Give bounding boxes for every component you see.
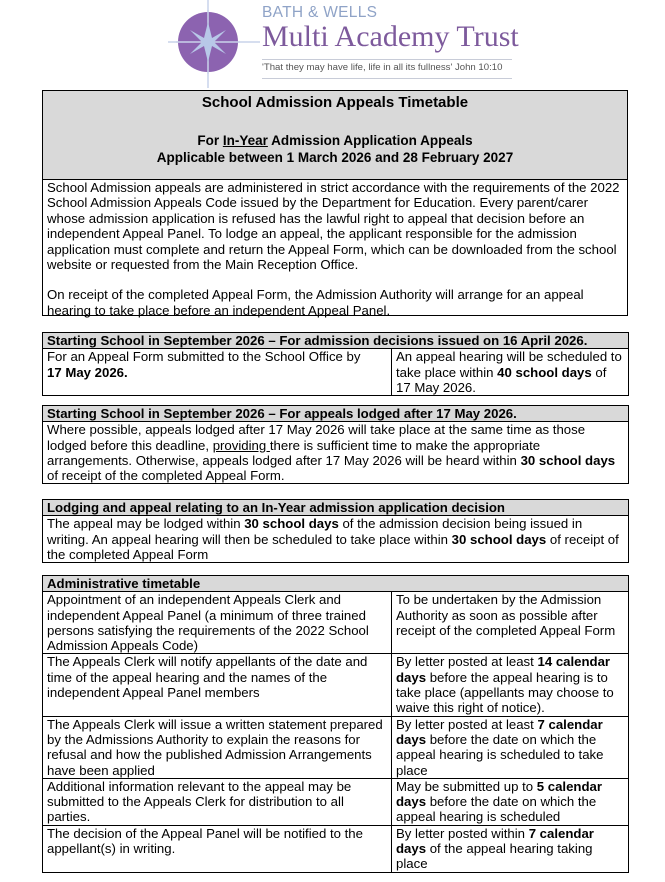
timetable-deadline: By letter posted within 7 calendar days of the appeal hearing taking place [392,825,629,872]
timetable-deadline: By letter posted at least 7 calendar days before the date on which the appeal hearing is scheduled to take place [392,716,629,778]
section-late-appeals [42,405,629,484]
table-row [43,592,629,654]
administrative-timetable [42,575,629,873]
section2-text: Where possible, appeals lodged after 17 May 2026 will take place at the same time as those lodged before this deadline, providing there is sufficient time to make the appropriate arrangements. Otherwise, appeals lodged after 17 May 2026 will be heard within 30 school days of receipt of the completed Appeal Form. [43,422,629,484]
section-admission-decisions [42,332,629,396]
subtitle-date-range: Applicable between 1 March 2026 and 28 February 2027 [156,150,514,165]
in-year-underlined: In-Year [222,133,268,148]
intro-paragraph-1: School Admission appeals are administered in strict accordance with the requirements of the 2022 School Admission Appeals Code issued by the Department for Education. Every parent/carer whose admission application is refused has the lawful right to appeal that decision before an independent Appeal Panel. To lodge an appeal, the applicant responsible for the admission application must complete and return the Appeal Form, which can be downloaded from the school website or requested from the Main Reception Office. [47,180,620,273]
logo-divider [262,78,512,79]
trust-logo [168,0,518,88]
title-block [42,90,628,179]
section1-right-cell: An appeal hearing will be scheduled to take place within 40 school days of 17 May 2026. [392,349,629,396]
section-heading: Starting School in September 2026 – For appeals lodged after 17 May 2026. [43,406,629,422]
logo-motto: 'That they may have life, life in all its fullness' John 10:10 [262,62,503,73]
table-row [43,654,629,716]
section1-left-cell: For an Appeal Form submitted to the School Office by 17 May 2026. [43,349,392,396]
intro-paragraph-2: On receipt of the completed Appeal Form, the Admission Authority will arrange for an appeal hearing to take place before an independent Appeal Panel. [47,287,584,318]
timetable-step: Additional information relevant to the appeal may be submitted to the Appeals Clerk for distribution to all parties. [43,778,392,825]
timetable-deadline: By letter posted at least 14 calendar days before the appeal hearing is to take place (appellants may choose to waive this right of notice). [392,654,629,716]
section-in-year-lodging [42,499,629,563]
table-row [43,716,629,778]
logo-org-line1: BATH & WELLS [262,4,378,21]
timetable-deadline: To be undertaken by the Admission Authority as soon as possible after receipt of the completed Appeal Form [392,592,629,654]
star-in-circle-icon [168,0,260,88]
logo-org-line2: Multi Academy Trust [262,20,519,53]
intro-text [42,179,628,316]
table-row [43,825,629,872]
table-row [43,778,629,825]
section-heading: Starting School in September 2026 – For admission decisions issued on 16 April 2026. [43,333,629,349]
logo-divider [262,59,512,60]
section3-text: The appeal may be lodged within 30 school days of the admission decision being issued in writing. An appeal hearing will then be scheduled to take place within 30 school days of receipt of the completed Appeal Form [43,516,629,563]
timetable-deadline: May be submitted up to 5 calendar days before the date on which the appeal hearing is scheduled [392,778,629,825]
section-heading: Administrative timetable [43,576,629,592]
subtitle-appeal-type: For In-Year Admission Application Appeals [197,133,473,148]
section-heading: Lodging and appeal relating to an In-Year admission application decision [43,500,629,516]
timetable-step: The decision of the Appeal Panel will be notified to the appellant(s) in writing. [43,825,392,872]
page-title: School Admission Appeals Timetable [201,94,469,111]
timetable-step: The Appeals Clerk will notify appellants of the date and time of the appeal hearing and the names of the independent Appeal Panel members [43,654,392,716]
timetable-step: Appointment of an independent Appeals Clerk and independent Appeal Panel (a minimum of three trained persons satisfying the requirements of the 2022 School Admission Appeals Code) [43,592,392,654]
timetable-step: The Appeals Clerk will issue a written statement prepared by the Admissions Authority to explain the reasons for refusal and how the published Admission Arrangements have been applied [43,716,392,778]
